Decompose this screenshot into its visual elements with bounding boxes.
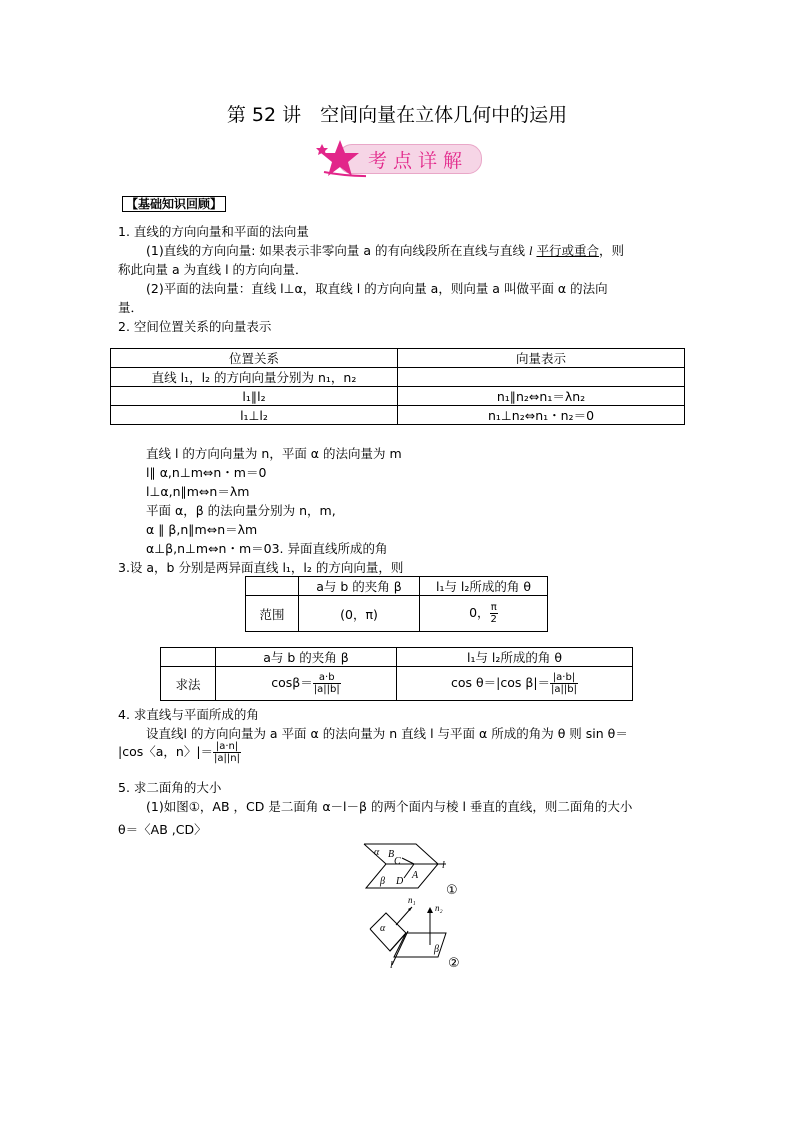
s3-intro: 3.设 a，b 分别是两异面直线 l₁，l₂ 的方向向量，则 [118,560,404,575]
s2-line: l∥ α,n⊥m⇔n・m＝0 [146,465,267,480]
table-header [246,577,299,596]
s2-heading: 2. 空间位置关系的向量表示 [118,319,272,334]
s1-heading: 1. 直线的方向向量和平面的法向量 [118,224,309,239]
formula-prefix: cosβ＝ [271,675,313,690]
table-header: a与 b 的夹角 β [216,648,397,667]
s5-line2: θ＝〈AB ,CD〉 [118,822,207,837]
fraction-den: |a||b| [551,684,577,695]
relation-table [110,348,685,425]
s1-p1d: 平行或重合 [536,243,599,258]
fraction [213,741,241,764]
fig1-label: ① [446,883,458,898]
fraction-num: |a·n| [213,741,241,753]
banner-text: 考点详解 [368,150,469,172]
row-label: 范围 [246,596,299,632]
table-header: 向量表示 [398,349,685,368]
fig1-B: B [388,849,395,860]
s4-line1: 设直线l 的方向向量为 a 平面 α 的法向量为 n 直线 l 与平面 α 所成的角为 θ 则 sin θ＝ [146,726,628,741]
fig1-A: A [412,870,419,881]
page-title: 第 52 讲 空间向量在立体几何中的运用 [226,104,568,126]
fraction-num: |a·b| [550,672,578,684]
s1-p1f: 称此向量 a 为直线 l 的方向向量． [118,262,308,277]
table-cell: (0，π) [299,596,420,632]
formula-prefix: cos θ＝|cos β|＝ [450,675,551,690]
dihedral-figure-1 [360,842,470,898]
fig2-l: l [390,960,393,971]
fraction [313,672,341,695]
fraction [550,672,578,695]
s2-line: α⊥β,n⊥m⇔n・m＝03. 异面直线所成的角 [146,541,388,556]
fraction [490,602,498,625]
table-header: 位置关系 [111,349,398,368]
method-table [160,647,633,701]
range-left: 0， [469,605,490,620]
fig1-D: D [396,876,404,887]
range-cell [420,596,548,632]
fraction-den: 2 [490,614,497,625]
fraction-den: |a||b| [313,684,340,695]
s2-line: 平面 α，β 的法向量分别为 n，m, [146,503,336,518]
s4-heading: 4. 求直线与平面所成的角 [118,707,259,722]
table-header: l₁与 l₂所成的角 θ [397,648,633,667]
s2-line: l⊥α,n∥m⇔n＝λm [146,484,250,499]
fraction-den: |a||n| [214,753,240,764]
fig2-n1: n₁ [408,895,416,905]
table-cell: l₁⊥l₂ [111,406,398,425]
table-cell: n₁⊥n₂⇔n₁・n₂＝0 [398,406,685,425]
range-table [245,576,548,632]
table-header [161,648,216,667]
s5-heading: 5. 求二面角的大小 [118,780,222,795]
s2-line: α ∥ β,n∥m⇔n＝λm [146,522,258,537]
fig2-n2: n₂ [435,903,443,913]
s1-p1b: l [528,244,533,258]
fig1-alpha: α [374,847,380,858]
fig1-l: l [442,860,445,871]
s1-p1e: ，则 [598,243,624,258]
formula-cell [397,667,633,701]
fig2-label: ② [448,956,460,971]
table-cell: n₁∥n₂⇔n₁＝λn₂ [398,387,685,406]
table-cell [398,368,685,387]
table-cell: 直线 l₁，l₂ 的方向向量分别为 n₁，n₂ [111,368,398,387]
fraction-num: π [490,602,497,613]
dihedral-figure-2 [360,895,470,971]
formula-cell [216,667,397,701]
s1-p2a: (2)平面的法向量：直线 l⊥α，取直线 l 的方向向量 a，则向量 a 叫做平面 α 的法向 [146,281,608,296]
fig2-alpha: α [380,923,386,934]
fig2-beta: β [434,944,439,955]
section-heading-label: 【基础知识回顾】 [122,196,226,212]
s1-p2b: 量． [118,300,144,315]
fig1-C: C [394,856,401,867]
section-banner [314,140,484,178]
star-icon [314,138,366,180]
fraction-num: a·b [313,672,341,684]
s4-line2 [118,741,241,764]
fig1-beta: β [380,876,385,887]
s1-p1 [146,241,624,259]
table-header: a与 b 的夹角 β [299,577,420,596]
table-header: l₁与 l₂所成的角 θ [420,577,548,596]
s2-line: 直线 l 的方向向量为 n，平面 α 的法向量为 m [146,446,402,461]
row-label: 求法 [161,667,216,701]
section-heading [122,195,226,212]
s5-line1: (1)如图①，AB ，CD 是二面角 α－l－β 的两个面内与棱 l 垂直的直线，则二面角的大小 [146,799,633,814]
table-cell: l₁∥l₂ [111,387,398,406]
s4-prefix: |cos〈a，n〉|＝ [118,744,214,759]
s1-p1a: (1)直线的方向向量: 如果表示非零向量 a 的有向线段所在直线与直线 [146,243,529,258]
